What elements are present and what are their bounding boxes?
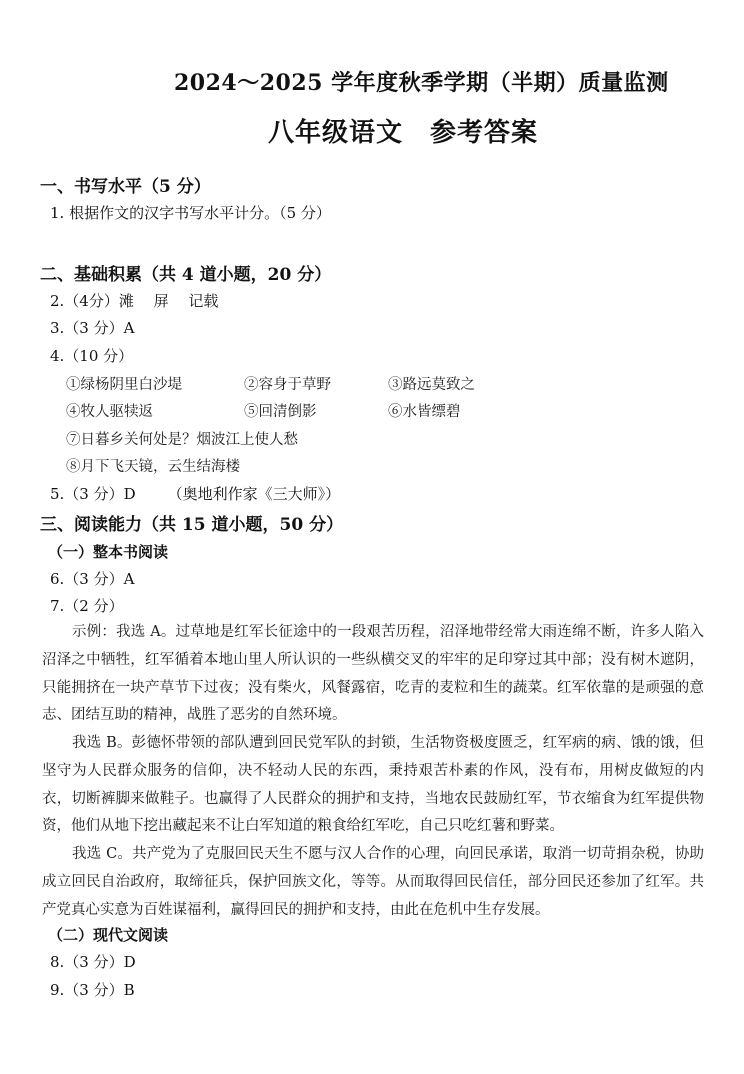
subsection-modern-reading: （二）现代文阅读 — [48, 926, 169, 944]
answer-q5 — [50, 483, 340, 504]
answer-q2: 2.（4分）滩 屏 记载 — [50, 292, 219, 310]
document-title: 2024～2025 学年度秋季学期（半期）质量监测 — [174, 70, 669, 96]
q4-answer-5: ⑤回清倒影 — [244, 404, 317, 420]
q4-answer-2: ②容身于草野 — [244, 377, 331, 393]
q4-answer-6: ⑥水皆缥碧 — [388, 404, 461, 420]
q7-example-b: 我选 B。彭德怀带领的部队遭到回民党军队的封锁，生活物资极度匮乏，红军病的病、饿的饿，但坚守为人民群众服务的信仰，决不轻动人民的东西，秉持艰苦朴素的作风，没有布，用树皮做短的内衣，切断裤脚来做鞋子。也赢得了人民群众的拥护和支持，当地农民鼓励红军，节衣缩食为红军提供物资，他们从地下挖出藏起来不让白军知道的粮食给红军吃，自己只吃红薯和野菜。 — [42, 735, 704, 835]
document-subtitle: 八年级语文 参考答案 — [268, 118, 539, 148]
answer-q7: 7.（2 分） — [50, 597, 124, 615]
q4-answer-4: ④牧人驱犊返 — [66, 404, 153, 420]
q7-example-c: 我选 C。共产党为了克服回民天生不愿与汉人合作的心理，向回民承诺，取消一切苛捐杂税，协助成立回民自治政府，取缔征兵，保护回族文化，等等。从而取得回民信任，部分回民还参加了红军。共产党真心实意为百姓谋福利，赢得回民的拥护和支持，由此在危机中生存发展。 — [42, 846, 704, 918]
q4-answer-8: ⑧月下飞天镜，云生结海楼 — [66, 459, 240, 475]
q7-example-a: 示例：我选 A。过草地是红军长征途中的一段艰苦历程，沼泽地带经常大雨连绵不断，许多人陷入沼泽之中牺牲，红军循着本地山里人所认识的一些纵横交叉的牢牢的足印穿过其中部；没有树木遮阴，只能拥挤在一块产草节下过夜；没有柴火，风餐露宿，吃青的麦粒和生的蔬菜。红军依靠的是顽强的意志、团结互助的精神，战胜了恶劣的自然环境。 — [42, 624, 704, 724]
section-heading-writing: 一、书写水平（5 分） — [40, 177, 211, 197]
answer-q3: 3.（3 分）A — [50, 319, 135, 337]
subsection-whole-book-reading: （一）整本书阅读 — [48, 543, 169, 561]
section-heading-reading: 三、阅读能力（共 15 道小题，50 分） — [40, 515, 344, 535]
q4-answer-1: ①绿杨阴里白沙堤 — [66, 377, 182, 393]
answer-q8: 8.（3 分）D — [50, 953, 136, 971]
answer-q1: 1. 根据作文的汉字书写水平计分。（5 分） — [50, 204, 331, 222]
answer-q6: 6.（3 分）A — [50, 570, 135, 588]
q4-answer-7: ⑦日暮乡关何处是？烟波江上使人愁 — [66, 432, 298, 448]
section-heading-basics: 二、基础积累（共 4 道小题，20 分） — [40, 265, 332, 285]
answer-q5-note: （奥地利作家《三大师》） — [167, 485, 341, 503]
answer-q9: 9.（3 分）B — [50, 981, 135, 999]
q4-answer-3: ③路远莫致之 — [388, 377, 475, 393]
answer-q5-choice: 5.（3 分）D — [50, 485, 136, 503]
answer-q4: 4.（10 分） — [50, 347, 134, 365]
